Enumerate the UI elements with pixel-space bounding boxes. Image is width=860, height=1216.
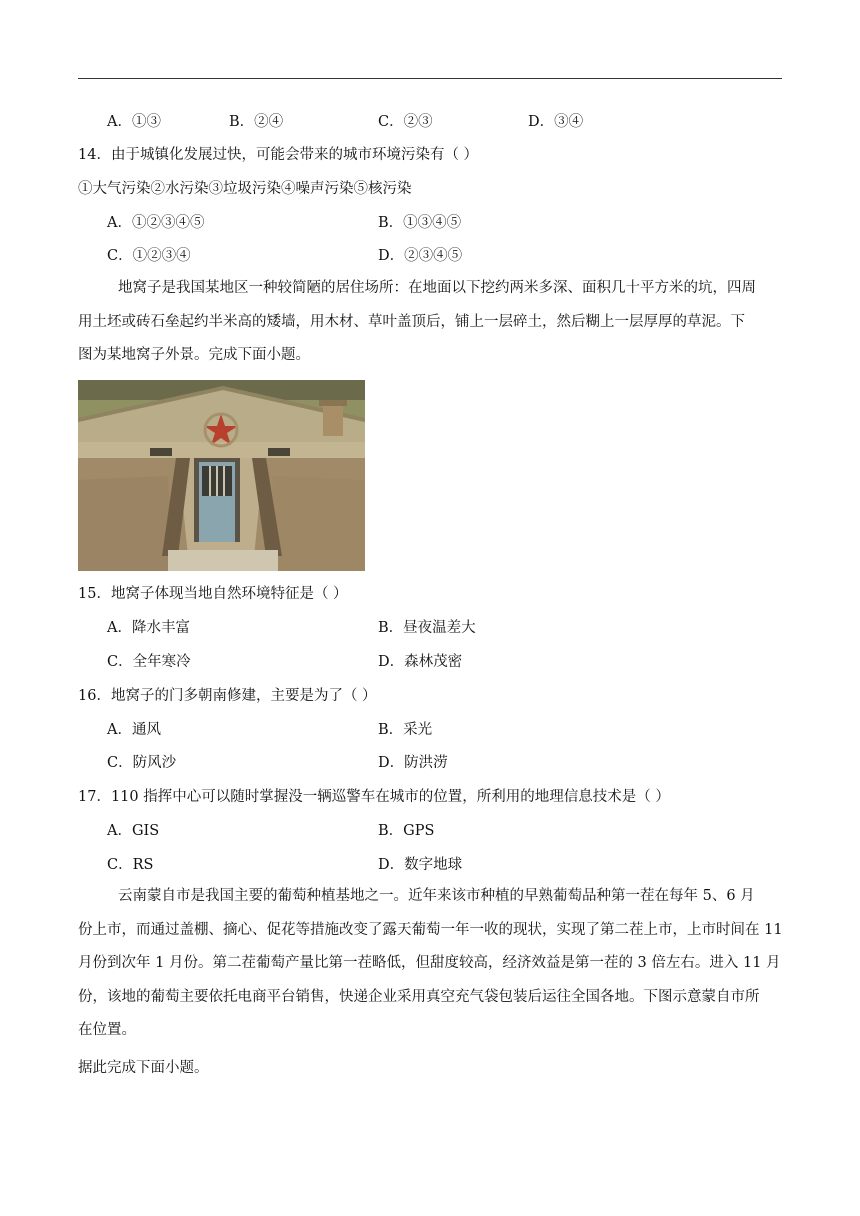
- q15-option-d[interactable]: D．森林茂密: [378, 654, 463, 670]
- passage-mengzi-line-4: 份，该地的葡萄主要依托电商平台销售，快递企业采用真空充气袋包装后运往全国各地。下图示意蒙自市所: [78, 988, 760, 1005]
- q16-option-d[interactable]: D．防洪涝: [378, 755, 448, 771]
- passage-mengzi: [78, 880, 784, 1048]
- q13-option-c[interactable]: C．②③: [378, 114, 433, 130]
- q14-option-c[interactable]: C．①②③④: [107, 248, 191, 264]
- passage-mengzi-closing: 据此完成下面小题。: [78, 1060, 209, 1076]
- passage-diwozi-line-1: 地窝子是我国某地区一种较简陋的居住场所：在地面以下挖约两米多深、面积几十平方米的坑，四周: [118, 280, 756, 296]
- diwozi-photo: [78, 380, 365, 571]
- q17-stem: 17．110 指挥中心可以随时掌握没一辆巡警车在城市的位置，所利用的地理信息技术是（ ）: [78, 789, 670, 805]
- q16-option-b[interactable]: B．采光: [378, 722, 433, 738]
- passage-mengzi-line-3: 月份到次年 1 月份。第二茬葡萄产量比第一茬略低，但甜度较高，经济效益是第一茬的 3 倍左右。进入 11 月: [78, 955, 781, 971]
- q15-option-b[interactable]: B．昼夜温差大: [378, 620, 476, 636]
- passage-mengzi-line-1: 云南蒙自市是我国主要的葡萄种植基地之一。近年来该市种植的早熟葡萄品种第一茬在每年 5、6 月: [118, 888, 755, 904]
- q15-option-c[interactable]: C．全年寒冷: [107, 654, 191, 670]
- q14-stem: 14．由于城镇化发展过快，可能会带来的城市环境污染有（ ）: [78, 147, 479, 163]
- q14-option-d[interactable]: D．②③④⑤: [378, 248, 463, 264]
- q16-option-a[interactable]: A．通风: [107, 722, 161, 738]
- passage-diwozi-line-2: 用土坯或砖石垒起约半米高的矮墙，用木材、草叶盖顶后，铺上一层碎土，然后糊上一层厚厚的草泥。下: [78, 313, 745, 330]
- q14-items: ①大气污染②水污染③垃圾污染④噪声污染⑤核污染: [78, 181, 412, 197]
- q14-option-a[interactable]: A．①②③④⑤: [107, 215, 205, 231]
- q13-option-d[interactable]: D．③④: [528, 114, 584, 130]
- q13-option-a[interactable]: A．①③: [107, 114, 161, 130]
- q17-option-b[interactable]: B．GPS: [378, 823, 435, 839]
- q15-stem: 15．地窝子体现当地自然环境特征是（ ）: [78, 586, 348, 602]
- q14-option-b[interactable]: B．①③④⑤: [378, 215, 462, 231]
- passage-mengzi-line-2: 份上市，而通过盖棚、摘心、促花等措施改变了露天葡萄一年一收的现状，实现了第二茬上市，上市时间在 11: [78, 921, 783, 938]
- q17-option-a[interactable]: A．GIS: [107, 823, 160, 839]
- q16-option-c[interactable]: C．防风沙: [107, 755, 177, 771]
- q17-option-d[interactable]: D．数字地球: [378, 857, 463, 873]
- q13-option-b[interactable]: B．②④: [229, 114, 284, 130]
- q15-option-a[interactable]: A．降水丰富: [107, 620, 190, 636]
- header-rule: [78, 78, 782, 79]
- passage-mengzi-line-5: 在位置。: [78, 1022, 136, 1038]
- passage-diwozi: [78, 272, 784, 373]
- passage-diwozi-line-3: 图为某地窝子外景。完成下面小题。: [78, 347, 310, 363]
- q17-option-c[interactable]: C．RS: [107, 857, 154, 873]
- q16-stem: 16．地窝子的门多朝南修建，主要是为了（ ）: [78, 688, 377, 704]
